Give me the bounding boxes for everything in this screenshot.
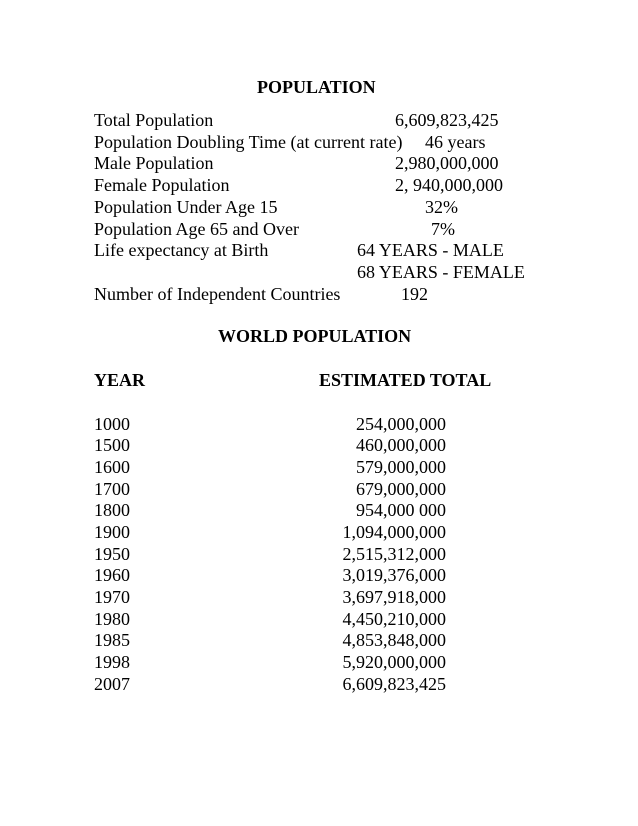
total-cell: 5,920,000,000 — [342, 652, 446, 672]
fact-row — [94, 218, 614, 240]
table-row — [94, 543, 446, 565]
fact-value: 7% — [431, 219, 455, 239]
year-cell: 1900 — [94, 522, 130, 542]
fact-label: Number of Independent Countries — [94, 284, 341, 304]
fact-label: Life expectancy at Birth — [94, 240, 269, 260]
fact-value: 32% — [425, 197, 458, 217]
year-cell: 1600 — [94, 457, 130, 477]
total-cell: 2,515,312,000 — [342, 544, 446, 564]
table-row — [94, 478, 446, 500]
fact-value: 6,609,823,425 — [395, 110, 499, 130]
fact-label: Female Population — [94, 175, 230, 195]
table-row — [94, 499, 446, 521]
fact-value: 2, 940,000,000 — [395, 175, 503, 195]
table-row — [94, 673, 446, 695]
fact-row — [94, 109, 614, 131]
table-row — [94, 629, 446, 651]
fact-row — [94, 174, 614, 196]
fact-value: 192 — [401, 284, 428, 304]
total-cell: 460,000,000 — [356, 435, 446, 455]
year-cell: 1960 — [94, 565, 130, 585]
total-cell: 254,000,000 — [356, 414, 446, 434]
fact-value: 46 years — [425, 132, 486, 152]
fact-row — [94, 152, 614, 174]
total-cell: 679,000,000 — [356, 479, 446, 499]
total-cell: 3,697,918,000 — [342, 587, 446, 607]
year-cell: 1000 — [94, 414, 130, 434]
fact-label: Population Under Age 15 — [94, 197, 278, 217]
fact-label: Male Population — [94, 153, 214, 173]
total-cell: 6,609,823,425 — [342, 674, 446, 694]
year-cell: 2007 — [94, 674, 130, 694]
year-cell: 1970 — [94, 587, 130, 607]
estimated-total-column-header: ESTIMATED TOTAL — [319, 370, 492, 390]
year-cell: 1985 — [94, 630, 130, 650]
year-cell: 1800 — [94, 500, 130, 520]
world-population-title: WORLD POPULATION — [218, 326, 412, 346]
fact-label: Population Doubling Time (at current rate) — [94, 132, 403, 152]
fact-label: Population Age 65 and Over — [94, 219, 299, 239]
fact-row — [94, 261, 614, 283]
fact-label: Total Population — [94, 110, 214, 130]
fact-value: 64 YEARS - MALE — [357, 240, 504, 260]
total-cell: 4,450,210,000 — [342, 609, 446, 629]
table-row — [94, 564, 446, 586]
total-cell: 954,000 000 — [356, 500, 446, 520]
total-cell: 4,853,848,000 — [342, 630, 446, 650]
total-cell: 1,094,000,000 — [342, 522, 446, 542]
year-cell: 1950 — [94, 544, 130, 564]
year-column-header: YEAR — [94, 370, 146, 390]
fact-row — [94, 283, 614, 305]
table-row — [94, 434, 446, 456]
table-row — [94, 521, 446, 543]
year-cell: 1980 — [94, 609, 130, 629]
table-row — [94, 586, 446, 608]
table-row — [94, 413, 446, 435]
total-cell: 579,000,000 — [356, 457, 446, 477]
fact-row — [94, 196, 614, 218]
fact-row — [94, 239, 614, 261]
year-cell: 1700 — [94, 479, 130, 499]
year-cell: 1998 — [94, 652, 130, 672]
fact-value: 68 YEARS - FEMALE — [357, 262, 525, 282]
table-row — [94, 651, 446, 673]
table-row — [94, 456, 446, 478]
year-cell: 1500 — [94, 435, 130, 455]
table-row — [94, 608, 446, 630]
fact-row — [94, 131, 614, 153]
population-title: POPULATION — [257, 77, 376, 97]
total-cell: 3,019,376,000 — [342, 565, 446, 585]
fact-value: 2,980,000,000 — [395, 153, 499, 173]
